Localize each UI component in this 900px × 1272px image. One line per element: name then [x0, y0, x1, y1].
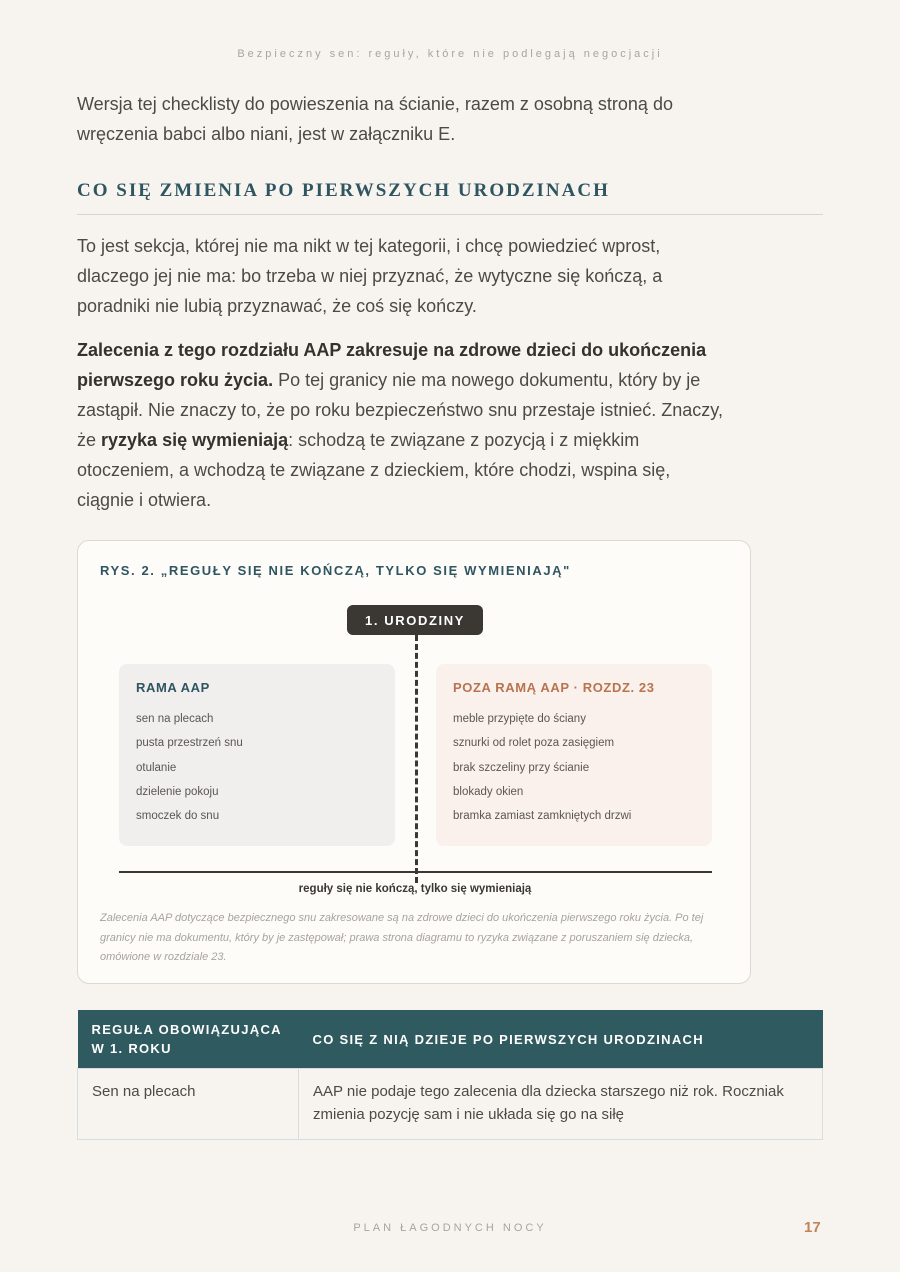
para2-text-1: Po tej granicy nie ma nowego dokumentu, który by je zastąpił. Nie znaczy to, że po roku bezpieczeństwo snu przestaje istnieć. Znaczy, że [77, 370, 723, 450]
panel-aap-list [136, 707, 378, 828]
panel-aap-heading: RAMA AAP [136, 680, 210, 695]
list-item: bramka zamiast zamkniętych drzwi [453, 810, 632, 823]
footer-book-title: PLAN ŁAGODNYCH NOCY [353, 1222, 547, 1234]
list-item: pusta przestrzeń snu [136, 737, 243, 750]
page-number: 17 [804, 1219, 821, 1236]
table-header-row [78, 1010, 823, 1069]
intro-paragraph: Wersja tej checklisty do powieszenia na ścianie, razem z osobną stroną do wręczenia babci albo niani, jest w załączniku E. [77, 94, 673, 144]
milestone-pill: 1. URODZINY [347, 605, 483, 635]
list-item: dzielenie pokoju [136, 785, 219, 798]
panel-beyond-heading: POZA RAMĄ AAP · ROZDZ. 23 [453, 680, 655, 695]
list-item: otulanie [136, 761, 177, 774]
table-header-rule: REGUŁA OBOWIĄZUJĄCA W 1. ROKU [78, 1010, 299, 1069]
para2-bold-1: Zalecenia z tego rozdziału AAP zakresuje na zdrowe dzieci do ukończenia pierwszego roku życia. [77, 340, 707, 390]
figure-caption: Zalecenia AAP dotyczące bezpiecznego snu zakresowane są na zdrowe dzieci do ukończenia pierwszego roku życia. Po tej granicy nie ma dokumentu, który by je zastępował; prawa strona diagramu to ryzyka związane z poruszaniem się dziecka, omówione w rozdziale 23. [100, 912, 704, 963]
list-item: brak szczeliny przy ścianie [453, 761, 590, 774]
timeline-axis [119, 871, 712, 873]
milestone-dashed-line [415, 635, 418, 883]
list-item: sen na plecach [136, 713, 214, 725]
table-row [78, 1069, 823, 1140]
figure-diagram [77, 540, 751, 984]
section-heading: CO SIĘ ZMIENIA PO PIERWSZYCH URODZINACH [77, 180, 823, 215]
rules-table [77, 1010, 823, 1140]
table-cell-after: AAP nie podaje tego zalecenia dla dziecka starszego niż rok. Roczniak zmienia pozycję sam i nie układa się go na siłę [299, 1069, 823, 1140]
para2-bold-2: ryzyka się wymieniają [101, 430, 289, 450]
panel-beyond-aap [436, 664, 712, 846]
list-item: sznurki od rolet poza zasięgiem [453, 737, 615, 750]
paragraph-2 [77, 335, 727, 515]
panel-aap-frame [119, 664, 395, 846]
paragraph-1: To jest sekcja, której nie ma nikt w tej kategorii, i chcę powiedzieć wprost, dlaczego jej nie ma: bo trzeba w niej przyznać, że wytyczne się kończą, a poradniki nie lubią przyznawać, że coś się kończy. [77, 236, 663, 316]
para2-text-2: : schodzą te związane z pozycją i z miękkim otoczeniem, a wchodzą te związane z dzieckiem, które chodzi, wspina się, ciągnie i otwiera. [77, 430, 671, 510]
axis-label: reguły się nie kończą, tylko się wymieniają [298, 883, 532, 895]
list-item: smoczek do snu [136, 810, 220, 823]
table-cell-rule: Sen na plecach [78, 1069, 299, 1140]
running-head: Bezpieczny sen: reguły, które nie podlegają negocjacji [237, 48, 663, 60]
panel-beyond-list [453, 707, 695, 828]
table-header-after: CO SIĘ Z NIĄ DZIEJE PO PIERWSZYCH URODZINACH [299, 1010, 823, 1069]
figure-title: RYS. 2. „REGUŁY SIĘ NIE KOŃCZĄ, TYLKO SIĘ WYMIENIAJĄ" [100, 563, 571, 578]
list-item: blokady okien [453, 785, 524, 798]
list-item: meble przypięte do ściany [453, 713, 586, 725]
